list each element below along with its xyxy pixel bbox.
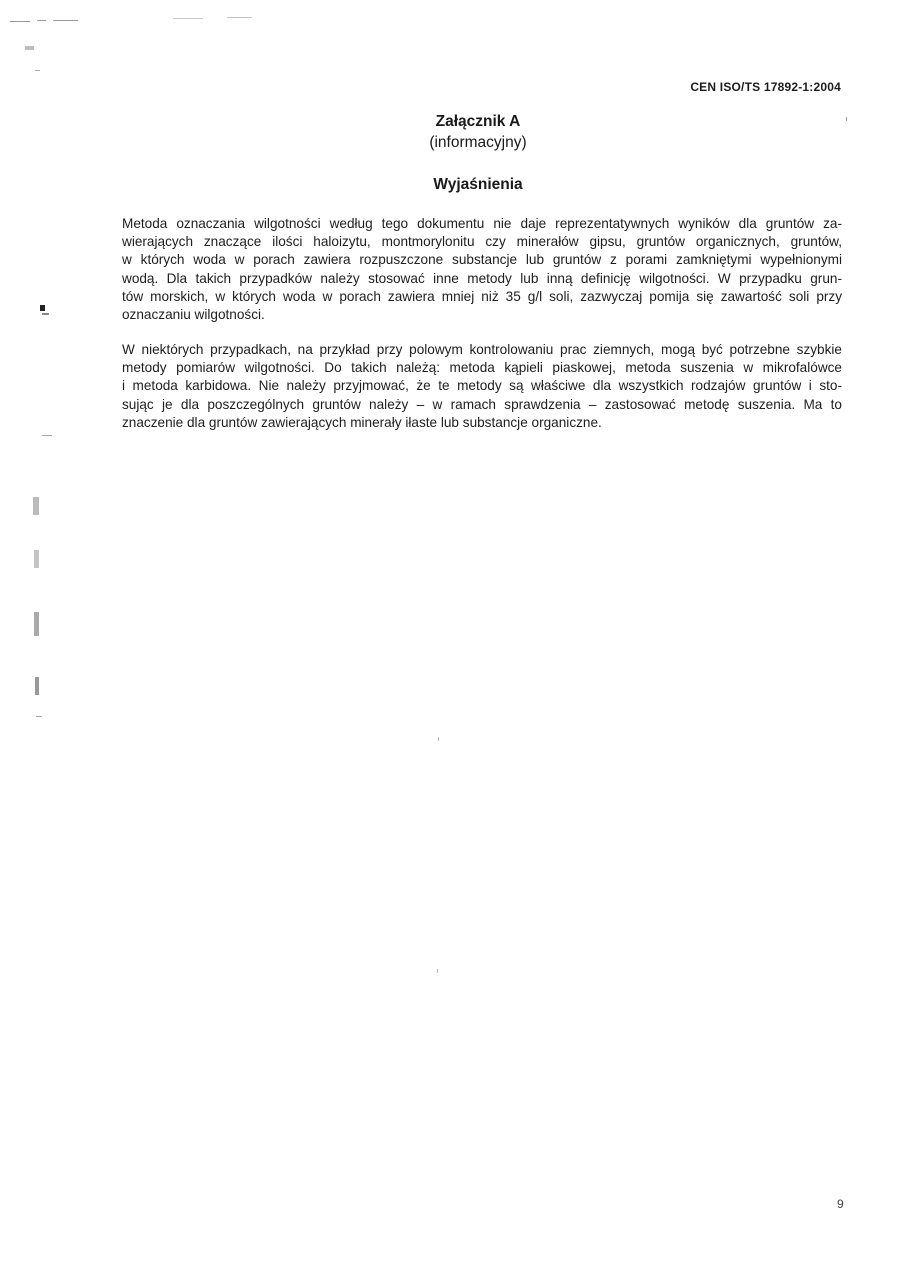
paragraph-line: wierających znaczące ilości haloizytu, montmorylonitu czy minerałów gipsu, gruntów organicznych, gruntów, — [122, 234, 842, 250]
section-title: Wyjaśnienia — [433, 176, 523, 193]
paragraph-line: Metoda oznaczania wilgotności według tego dokumentu nie daje reprezentatywnych wyników dla gruntów za- — [122, 216, 842, 231]
annex-subtitle: (informacyjny) — [429, 134, 527, 151]
scan-artifact — [53, 20, 78, 21]
annex-title: Załącznik A — [435, 113, 521, 130]
paragraph-line: w których woda w porach zawiera rozpuszczone substancje lub gruntów z porami zamkniętymi wypełnionymi — [122, 252, 842, 268]
scan-artifact — [34, 550, 39, 568]
paragraph-1 — [122, 215, 842, 324]
scan-artifact — [37, 20, 46, 21]
paragraph-2 — [122, 341, 842, 432]
scan-artifact — [227, 17, 252, 18]
paragraph-line: tów morskich, w których woda w porach zawiera mniej niż 35 g/l soli, zazwyczaj pomija się zawartość soli przy — [122, 288, 842, 304]
scan-artifact — [35, 70, 40, 71]
scan-artifact — [34, 612, 39, 636]
scan-artifact — [438, 737, 439, 741]
paragraph-line: W niektórych przypadkach, na przykład przy polowym kontrolowaniu prac ziemnych, mogą być potrzebne szybkie — [122, 342, 842, 357]
paragraph-line: metody pomiarów wilgotności. Do takich należą: metoda kąpieli piaskowej, metoda suszenia w mikrofalówce — [122, 360, 842, 376]
scan-artifact — [42, 313, 49, 315]
page-number: 9 — [837, 1197, 844, 1211]
scan-artifact — [437, 969, 438, 973]
scan-artifact — [40, 305, 45, 311]
paragraph-line: wodą. Dla takich przypadków należy stosować inne metody lub inną definicję wilgotności. W przypadku grun- — [122, 270, 842, 286]
scan-artifact — [33, 497, 39, 515]
scan-artifact — [25, 46, 34, 50]
scan-artifact — [42, 435, 52, 436]
paragraph-line: znaczenie dla gruntów zawierających minerały iłaste lub substancje organiczne. — [122, 414, 602, 430]
scan-artifact — [10, 21, 30, 22]
paragraph-line: sując je dla poszczególnych gruntów należy – w ramach sprawdzenia – zastosować metodę suszenia. Ma to — [122, 396, 842, 412]
scan-artifact — [35, 677, 39, 695]
paragraph-line: i metoda karbidowa. Nie należy przyjmować, że te metody są właściwe dla wszystkich rodzajów gruntów i sto- — [122, 378, 842, 394]
paragraph-line: oznaczaniu wilgotności. — [122, 307, 265, 323]
document-reference: CEN ISO/TS 17892-1:2004 — [690, 80, 841, 94]
scan-artifact — [173, 18, 203, 19]
scan-artifact — [36, 716, 42, 717]
